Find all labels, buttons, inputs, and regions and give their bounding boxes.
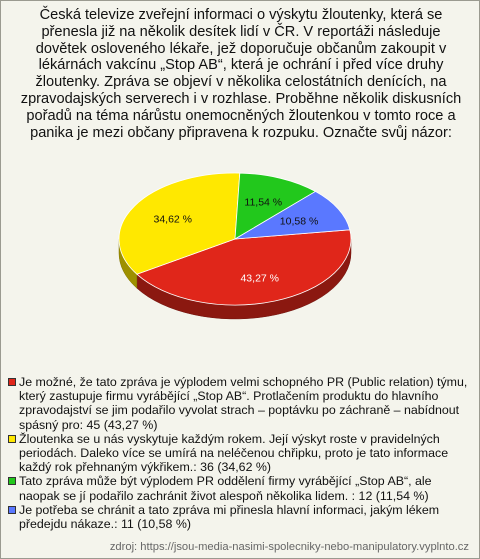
- legend-label-2: Žloutenka se u nás vyskytuje každým rokem. Její výskyt roste v pravidelných periodách. Daleko více se umírá na neléčenou chřipku, proto je tato informace každý rok přehnaným výkřikem.: 36 (34,62 %): [19, 431, 449, 475]
- legend-label-3: Tato zpráva může být výplodem PR oddělení firmy vyrábějící „Stop AB“, ale naopak se jí podařilo zachránit život alespoň několika lidem. : 12 (11,54 %): [19, 474, 432, 503]
- legend-label-4: Je potřeba se chránit a tato zpráva mi přinesla hlavní informaci, jakým lékem předejdu nákaze.: 11 (10,58 %): [19, 502, 440, 532]
- legend: [7, 375, 473, 531]
- legend-swatch-3: [8, 477, 16, 485]
- legend-label-1: Je možné, že tato zpráva je výplodem velmi schopného PR (Public relation) týmu, který zastupuje firmu vyrábějící „Stop AB“. Protlačením produktu do hlavního zpravodajství se jim podařilo vyvolat strach – poptávku po záchraně – nabídnout spásný pro: 45 (43,27 %): [19, 375, 468, 432]
- legend-swatch-4: [8, 506, 16, 514]
- legend-item-4: [7, 503, 473, 531]
- slice-label-1: 43,27 %: [240, 272, 280, 285]
- legend-item-1: [7, 375, 473, 432]
- slice-label-2: 34,62 %: [153, 213, 193, 226]
- legend-item-3: [7, 474, 473, 502]
- legend-swatch-2: [8, 435, 16, 443]
- slice-label-3: 11,54 %: [244, 196, 283, 209]
- legend-item-2: [7, 432, 473, 475]
- pie-chart: [1, 161, 480, 366]
- slice-label-4: 10,58 %: [279, 215, 319, 228]
- legend-swatch-1: [8, 378, 16, 386]
- survey-question: Česká televize zveřejní informaci o výskytu žloutenky, která se přenesla již na několik desítek lidí v ČR. V reportáži následuje dovětek osloveného lékaře, jež doporučuje občanům zakoupit v lékárnách vakcínu „Stop AB“, která je ochrání i před více druhy žloutenky. Zpráva se objeví v několika celostátních denících, na zpravodajských serverech i v rozhlase. Proběhne několik diskusních pořadů na téma nárůstu onemocněných žloutenkou v tomto roce a panika je mezi občany připravena k rozpuku. Označte svůj názor:: [20, 7, 462, 141]
- source-link[interactable]: zdroj: https://jsou-media-nasimi-spolecniky-nebo-manipulatory.vyplnto.cz: [109, 541, 469, 553]
